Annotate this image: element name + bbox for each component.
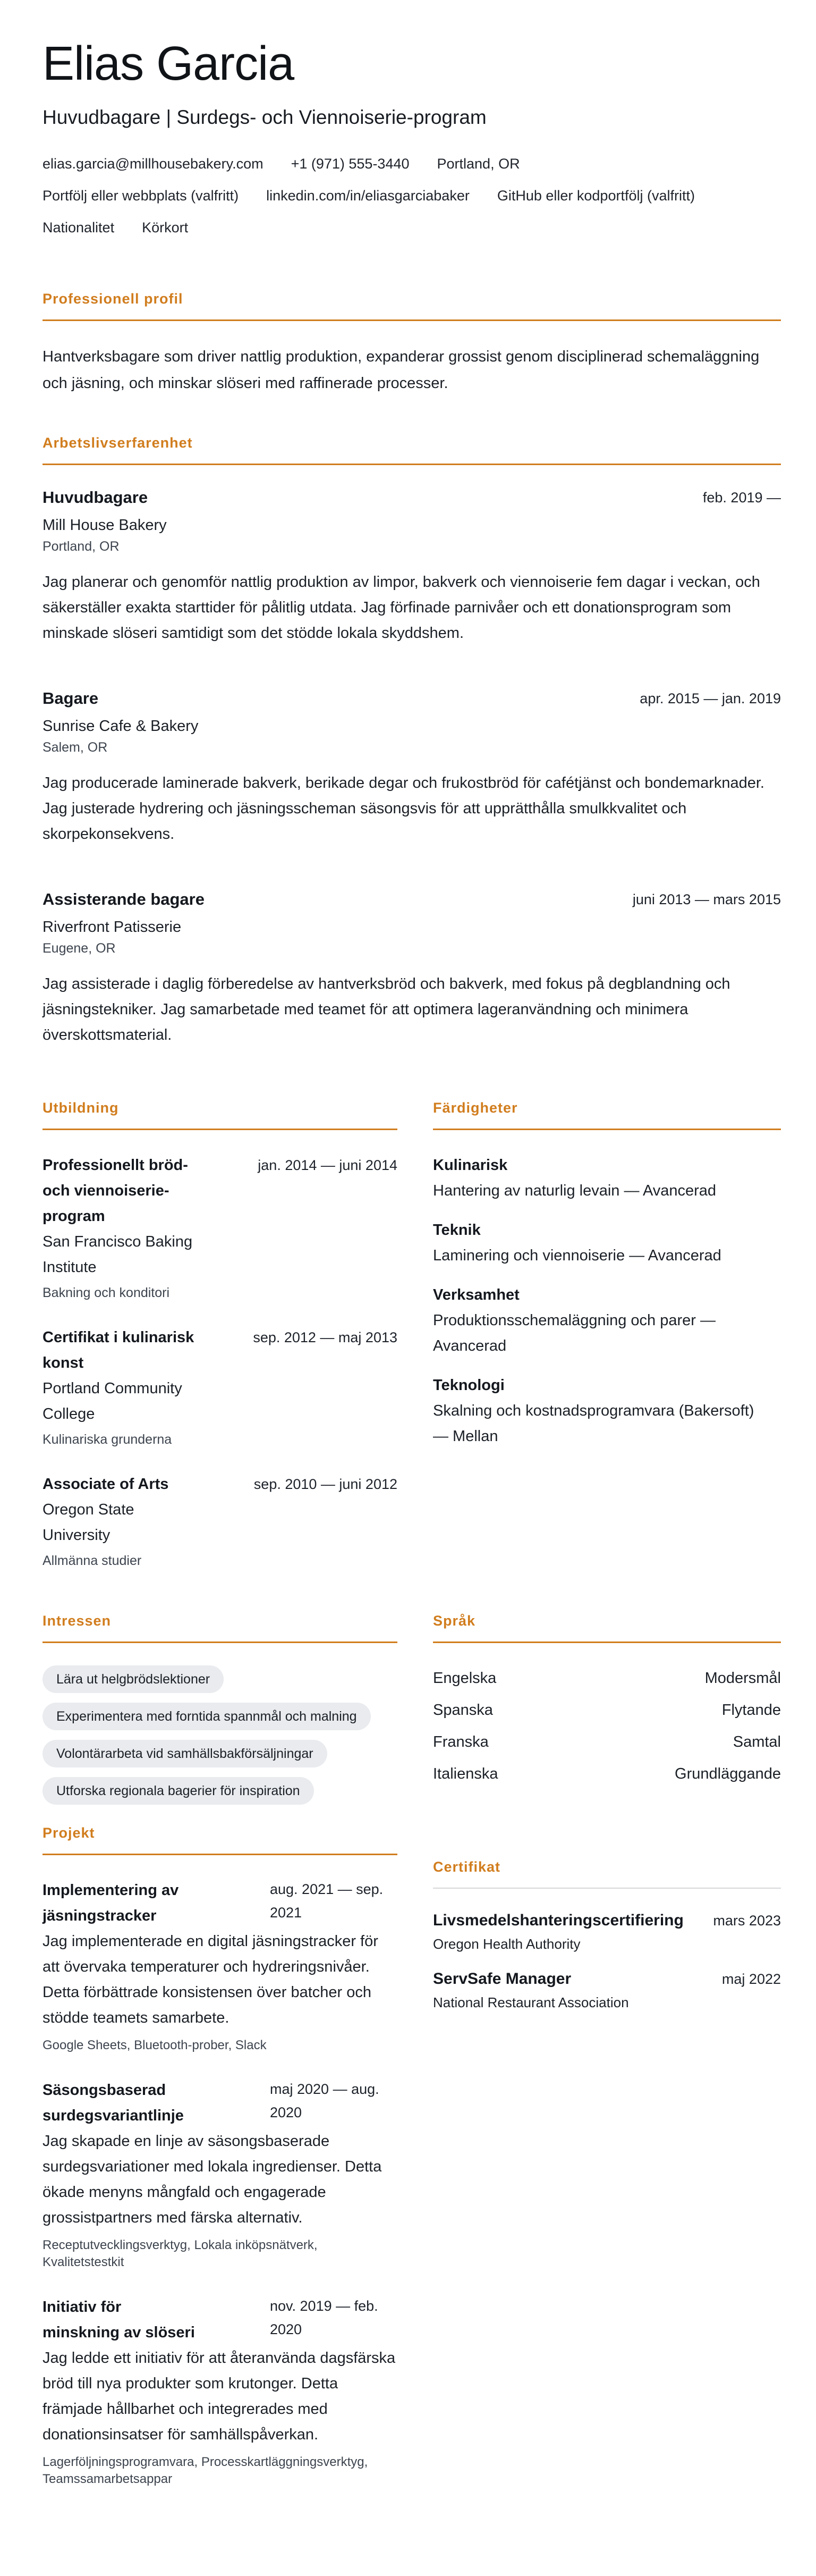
section-projects — [42, 1824, 397, 2488]
job-location: Eugene, OR — [42, 940, 116, 956]
job-location: Portland, OR — [42, 538, 120, 554]
education-dates: sep. 2012 — maj 2013 — [253, 1329, 397, 1345]
job-dates: apr. 2015 — jan. 2019 — [640, 690, 781, 706]
certificate-issuer: National Restaurant Association — [433, 1994, 629, 2010]
education-school: San Francisco Baking Institute — [42, 1233, 193, 1276]
language-level: Grundläggande — [675, 1765, 781, 1782]
education-field: Kulinariska grunderna — [42, 1432, 172, 1447]
job-dates: feb. 2019 — — [702, 489, 781, 506]
email-text: elias.garcia@millhousebakery.com — [42, 155, 264, 172]
language-row — [433, 1729, 781, 1755]
columns-row-projects-certificates — [42, 1824, 781, 2488]
job-description: Jag producerade laminerade bakverk, berikade degar och frukostbröd för cafétjänst och bondemarknader. Jag justerade hydrering och jäsningsscheman säsongsvis för att upprätthålla smulkkvalitet och skorpekonsekvens. — [42, 774, 764, 843]
project-dates: aug. 2021 — sep. 2021 — [270, 1881, 384, 1921]
education-entry — [42, 1471, 397, 1573]
education-degree: Professionellt bröd- och viennoiserie-program — [42, 1156, 188, 1225]
project-description: Jag ledde ett initiativ för att återanvända dagsfärska bröd till nya produkter som krutonger. Detta främjade hållbarhet och integrerades med donationsinsatser för samhällspåverkan. — [42, 2349, 396, 2443]
education-entry — [42, 1325, 397, 1452]
language-name: Italienska — [433, 1765, 498, 1782]
github-placeholder-text: GitHub eller kodportfölj (valfritt) — [497, 187, 695, 204]
experience-rule — [42, 464, 781, 465]
certificate-date: maj 2022 — [721, 1971, 781, 1987]
project-entry — [42, 1878, 397, 2054]
columns-row-education-skills — [42, 1099, 781, 1573]
project-description: Jag skapade en linje av säsongsbaserade surdegsvariationer med lokala ingredienser. Detta ökade menyns mångfald och engagerade grossistpartners med färska alternativ. — [42, 2132, 382, 2226]
job-entry — [42, 688, 781, 847]
certificate-title: Livsmedelshanteringscertifiering — [433, 1911, 684, 1929]
skills-rule — [433, 1129, 781, 1130]
candidate-title: Huvudbagare | Surdegs- och Viennoiserie-program — [42, 106, 487, 128]
certificate-entry — [433, 1966, 781, 2013]
experience-heading: Arbetslivserfarenhet — [42, 434, 193, 451]
interests-rule — [42, 1641, 397, 1643]
portfolio-placeholder-text: Portfölj eller webbplats (valfritt) — [42, 187, 239, 204]
projects-heading: Projekt — [42, 1824, 95, 1841]
job-description: Jag planerar och genomför nattlig produktion av limpor, bakverk och viennoiserie fem dagar i veckan, och säkerställer exakta starttider för pålitlig utdata. Jag förfinade parnivåer och ett donationsprogram som minskade slöseri samtidigt som det stödde lokala skyddshem. — [42, 573, 760, 642]
candidate-name: Elias Garcia — [42, 37, 294, 90]
job-company: Mill House Bakery — [42, 516, 167, 534]
skill-item — [433, 1373, 781, 1449]
language-row — [433, 1761, 781, 1787]
certificates-heading: Certifikat — [433, 1858, 501, 1875]
skill-category: Teknik — [433, 1221, 481, 1239]
interests-heading: Intressen — [42, 1612, 112, 1629]
profile-heading: Professionell profil — [42, 290, 183, 307]
education-rule — [42, 1129, 397, 1130]
section-education — [42, 1099, 397, 1573]
section-languages — [433, 1612, 781, 1805]
certificate-issuer: Oregon Health Authority — [433, 1935, 581, 1952]
education-field: Bakning och konditori — [42, 1285, 170, 1300]
section-experience — [42, 434, 781, 1048]
profile-text: Hantverksbagare som driver nattlig produktion, expanderar grossist genom disciplinerad schemaläggning och jäsning, och minskar slöseri med raffinerade processer. — [42, 348, 760, 392]
skill-category: Kulinarisk — [433, 1156, 508, 1174]
education-dates: sep. 2010 — juni 2012 — [253, 1476, 397, 1492]
language-name: Engelska — [433, 1669, 497, 1687]
projects-rule — [42, 1854, 397, 1855]
skill-detail: Laminering och viennoiserie — Avancerad — [433, 1247, 721, 1264]
certificate-entry — [433, 1908, 781, 1955]
profile-rule — [42, 319, 781, 321]
project-tools: Google Sheets, Bluetooth-prober, Slack — [42, 2038, 267, 2052]
project-tools: Receptutvecklingsverktyg, Lokala inköpsnätverk, Kvalitetstestkit — [42, 2237, 318, 2269]
languages-rule — [433, 1641, 781, 1643]
education-field: Allmänna studier — [42, 1553, 142, 1568]
resume-header — [42, 37, 781, 237]
skill-item — [433, 1282, 781, 1359]
drivers-license-placeholder-text: Körkort — [142, 219, 189, 235]
interest-chip: Utforska regionala bagerier för inspiration — [42, 1777, 314, 1805]
job-dates: juni 2013 — mars 2015 — [632, 891, 781, 907]
section-profile — [42, 290, 781, 397]
project-title: Säsongsbaserad surdegsvariantlinje — [42, 2081, 184, 2124]
project-description: Jag implementerade en digital jäsningstracker för att övervaka temperaturer och hydreringsnivåer. Detta förbättrade konsistensen över batcher och stödde teamets samarbete. — [42, 1932, 378, 2026]
education-degree: Certifikat i kulinarisk konst — [42, 1328, 194, 1371]
contact-info — [42, 155, 781, 237]
section-certificates — [433, 1824, 781, 2488]
language-name: Spanska — [433, 1701, 493, 1719]
language-level: Modersmål — [704, 1669, 781, 1687]
job-title: Huvudbagare — [42, 487, 148, 507]
job-entry — [42, 889, 781, 1048]
job-company: Sunrise Cafe & Bakery — [42, 717, 199, 735]
section-interests — [42, 1612, 397, 1805]
contact-row-3 — [42, 218, 781, 237]
project-dates: nov. 2019 — feb. 2020 — [270, 2297, 378, 2337]
skills-heading: Färdigheter — [433, 1099, 518, 1116]
education-heading: Utbildning — [42, 1099, 119, 1116]
job-location: Salem, OR — [42, 739, 108, 755]
certificate-date: mars 2023 — [713, 1912, 781, 1929]
education-degree: Associate of Arts — [42, 1475, 169, 1493]
skill-detail: Produktionsschemaläggning och parer — Avancerad — [433, 1311, 716, 1354]
language-row — [433, 1697, 781, 1723]
location-text: Portland, OR — [437, 155, 520, 172]
contact-row-1 — [42, 155, 781, 173]
skill-detail: Skalning och kostnadsprogramvara (Bakersoft) — Mellan — [433, 1402, 754, 1445]
columns-row-interests-languages — [42, 1612, 781, 1805]
education-school: Oregon State University — [42, 1501, 134, 1544]
job-title: Assisterande bagare — [42, 889, 205, 908]
job-entry — [42, 487, 781, 646]
project-entry — [42, 2294, 397, 2488]
project-tools: Lagerföljningsprogramvara, Processkartläggningsverktyg, Teamssamarbetsappar — [42, 2454, 368, 2486]
skill-category: Teknologi — [433, 1376, 505, 1394]
skill-detail: Hantering av naturlig levain — Avancerad — [433, 1182, 717, 1199]
contact-row-2 — [42, 187, 781, 205]
job-description: Jag assisterade i daglig förberedelse av hantverksbröd och bakverk, med fokus på degblandning och jäsningstekniker. Jag samarbetade med teamet för att optimera lageranvändning och minimera överskottsmaterial. — [42, 975, 730, 1043]
project-entry — [42, 2077, 397, 2271]
skill-category: Verksamhet — [433, 1286, 520, 1303]
language-level: Flytande — [721, 1701, 781, 1719]
job-company: Riverfront Patisserie — [42, 918, 182, 936]
interest-chip: Volontärarbeta vid samhällsbakförsäljningar — [42, 1740, 327, 1767]
interest-chip: Lära ut helgbrödslektioner — [42, 1665, 224, 1693]
language-name: Franska — [433, 1733, 489, 1750]
project-title: Initiativ för minskning av slöseri — [42, 2298, 195, 2341]
education-entry — [42, 1152, 397, 1306]
language-row — [433, 1665, 781, 1691]
certificates-rule — [433, 1888, 781, 1889]
language-level: Samtal — [733, 1733, 781, 1750]
job-title: Bagare — [42, 688, 99, 708]
education-dates: jan. 2014 — juni 2014 — [258, 1157, 397, 1173]
languages-heading: Språk — [433, 1612, 476, 1629]
skill-item — [433, 1217, 781, 1268]
certificate-title: ServSafe Manager — [433, 1969, 572, 1988]
phone-text: +1 (971) 555-3440 — [291, 155, 410, 172]
interest-chip: Experimentera med forntida spannmål och malning — [42, 1703, 371, 1730]
skill-item — [433, 1152, 781, 1203]
linkedin-text: linkedin.com/in/eliasgarciabaker — [266, 187, 470, 204]
nationality-placeholder-text: Nationalitet — [42, 219, 115, 235]
project-title: Implementering av jäsningstracker — [42, 1881, 179, 1924]
education-school: Portland Community College — [42, 1379, 182, 1422]
section-skills — [433, 1099, 781, 1573]
project-dates: maj 2020 — aug. 2020 — [270, 2081, 379, 2120]
